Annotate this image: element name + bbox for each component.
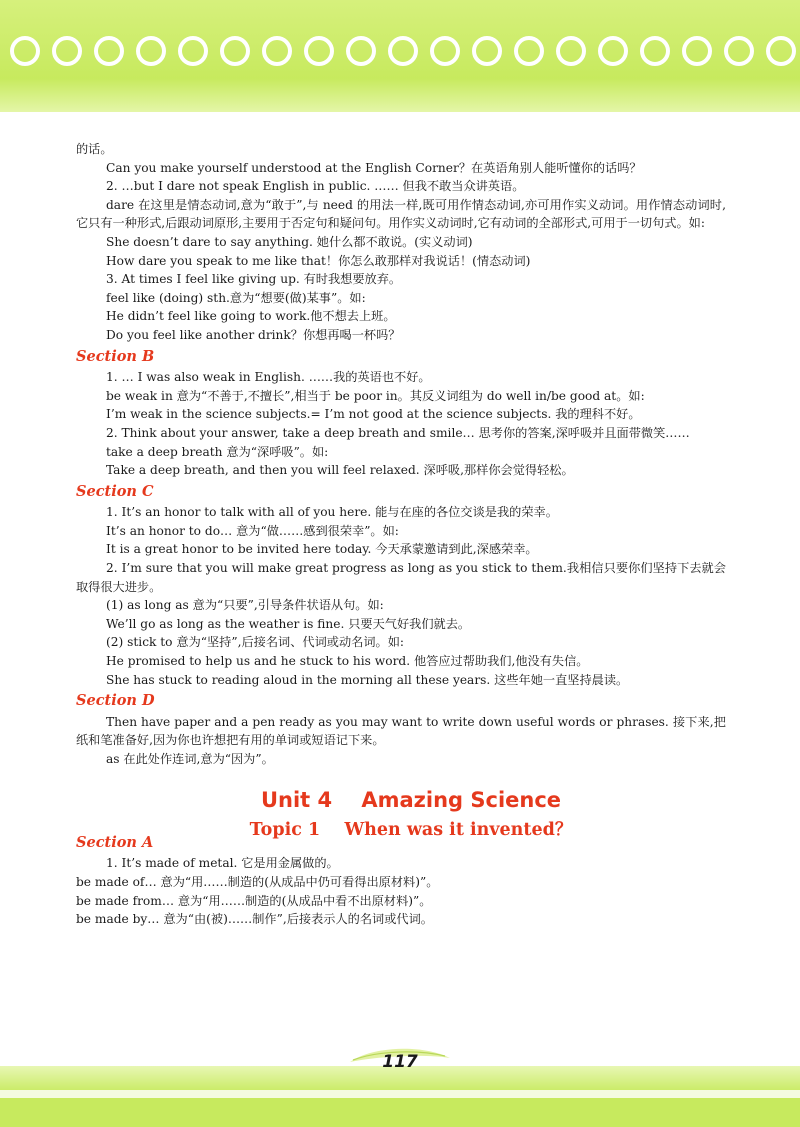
text-line: I’m weak in the science subjects.= I’m not good at the science subjects. 我的理科不好。 bbox=[106, 407, 641, 422]
text-line: Can you make yourself understood at the English Corner？在英语角别人能听懂你的话吗？ bbox=[106, 160, 642, 175]
text-line: 1. It’s made of metal. 它是用金属做的。 bbox=[106, 856, 339, 871]
section-heading-a: Section A bbox=[76, 833, 154, 851]
text-line: 2. …but I dare not speak English in public. …… 但我不敢当众讲英语。 bbox=[106, 179, 525, 194]
text-line: 1. It’s an honor to talk with all of you here. 能与在座的各位交谈是我的荣幸。 bbox=[106, 505, 558, 520]
text-line: He didn’t feel like going to work.他不想去上班。 bbox=[106, 309, 396, 324]
unit-title: Unit 4 Amazing Science bbox=[260, 787, 562, 812]
text-line: be made by… 意为“由(被)……制作”,后接表示人的名词或代词。 bbox=[76, 912, 433, 927]
text-line: 的话。 bbox=[76, 142, 113, 156]
ring-decoration-icon bbox=[556, 36, 586, 66]
text-line: take a deep breath 意为“深呼吸”。如: bbox=[106, 444, 329, 459]
ring-decoration-icon bbox=[52, 36, 82, 66]
ring-row bbox=[10, 36, 800, 70]
text-line: We’ll go as long as the weather is fine. 只要天气好我们就去。 bbox=[106, 616, 471, 631]
text-line: be made from… 意为“用……制造的(从成品中看不出原材料)”。 bbox=[76, 893, 432, 908]
ring-decoration-icon bbox=[346, 36, 376, 66]
ring-decoration-icon bbox=[640, 36, 670, 66]
text-line: as 在此处作连词,意为“因为”。 bbox=[106, 752, 274, 766]
ring-decoration-icon bbox=[94, 36, 124, 66]
text-paragraph: be weak in 意为“不善于,不擅长”,相当于 be poor in。其反义词组为 do well in/be good at。如: bbox=[106, 388, 645, 403]
text-line: be made of… 意为“用……制造的(从成品中仍可看得出原材料)”。 bbox=[76, 874, 439, 889]
topic-title: Topic 1 When was it invented？ bbox=[249, 820, 573, 841]
footer-stripe bbox=[0, 1090, 800, 1098]
ring-decoration-icon bbox=[220, 36, 250, 66]
ring-decoration-icon bbox=[472, 36, 502, 66]
ring-decoration-icon bbox=[262, 36, 292, 66]
section-heading-c: Section C bbox=[76, 482, 154, 500]
header-band bbox=[0, 0, 800, 112]
ring-decoration-icon bbox=[598, 36, 628, 66]
page-body bbox=[76, 140, 726, 929]
page-number: 117 bbox=[382, 1052, 418, 1072]
text-line: He promised to help us and he stuck to his word. 他答应过帮助我们,他没有失信。 bbox=[106, 654, 589, 669]
text-line: It’s an honor to do… 意为“做……感到很荣幸”。如: bbox=[106, 523, 399, 538]
text-line: It is a great honor to be invited here today. 今天承蒙邀请到此,深感荣幸。 bbox=[106, 542, 538, 557]
ring-decoration-icon bbox=[178, 36, 208, 66]
ring-decoration-icon bbox=[388, 36, 418, 66]
text-line: How dare you speak to me like that！你怎么敢那样对我说话！(情态动词) bbox=[106, 253, 531, 268]
text-paragraph: dare 在这里是情态动词,意为“敢于”,与 need 的用法一样,既可用作情态动词,亦可用作实义动词。用作情态动词时,它只有一种形式,后跟动词原形,主要用于否定句和疑问句。用作实义动词时,它有动词的全部形式,可用于一切句式。如: bbox=[76, 197, 726, 231]
ring-decoration-icon bbox=[766, 36, 796, 66]
text-line: (1) as long as 意为“只要”,引导条件状语从句。如: bbox=[106, 598, 384, 613]
text-paragraph: 2. Think about your answer, take a deep breath and smile… 思考你的答案,深呼吸并且面带微笑…… bbox=[106, 425, 690, 440]
section-heading-b: Section B bbox=[76, 347, 155, 365]
text-line: Do you feel like another drink？你想再喝一杯吗？ bbox=[106, 327, 401, 342]
text-line: 1. … I was also weak in English. ……我的英语也不好。 bbox=[106, 370, 431, 385]
text-line: She has stuck to reading aloud in the morning all these years. 这些年她一直坚持晨读。 bbox=[106, 672, 629, 687]
ring-decoration-icon bbox=[304, 36, 334, 66]
ring-decoration-icon bbox=[10, 36, 40, 66]
text-line: (2) stick to 意为“坚持”,后接名词、代词或动名词。如: bbox=[106, 635, 405, 650]
ring-decoration-icon bbox=[430, 36, 460, 66]
text-paragraph: 2. I’m sure that you will make great progress as long as you stick to them.我相信只要你们坚持下去就会取得很大进步。 bbox=[76, 561, 726, 594]
text-line: 3. At times I feel like giving up. 有时我想要放弃。 bbox=[106, 272, 402, 287]
ring-decoration-icon bbox=[136, 36, 166, 66]
text-line: Take a deep breath, and then you will feel relaxed. 深呼吸,那样你会觉得轻松。 bbox=[106, 463, 574, 478]
text-paragraph: Then have paper and a pen ready as you may want to write down useful words or phrases. 接下来,把纸和笔准备好,因为你也许想把有用的单词或短语记下来。 bbox=[76, 714, 726, 748]
ring-decoration-icon bbox=[682, 36, 712, 66]
text-line: feel like (doing) sth.意为“想要(做)某事”。如: bbox=[106, 290, 366, 305]
section-heading-d: Section D bbox=[76, 692, 155, 710]
ring-decoration-icon bbox=[514, 36, 544, 66]
text-line: She doesn’t dare to say anything. 她什么都不敢说。(实义动词) bbox=[106, 234, 473, 249]
ring-decoration-icon bbox=[724, 36, 754, 66]
